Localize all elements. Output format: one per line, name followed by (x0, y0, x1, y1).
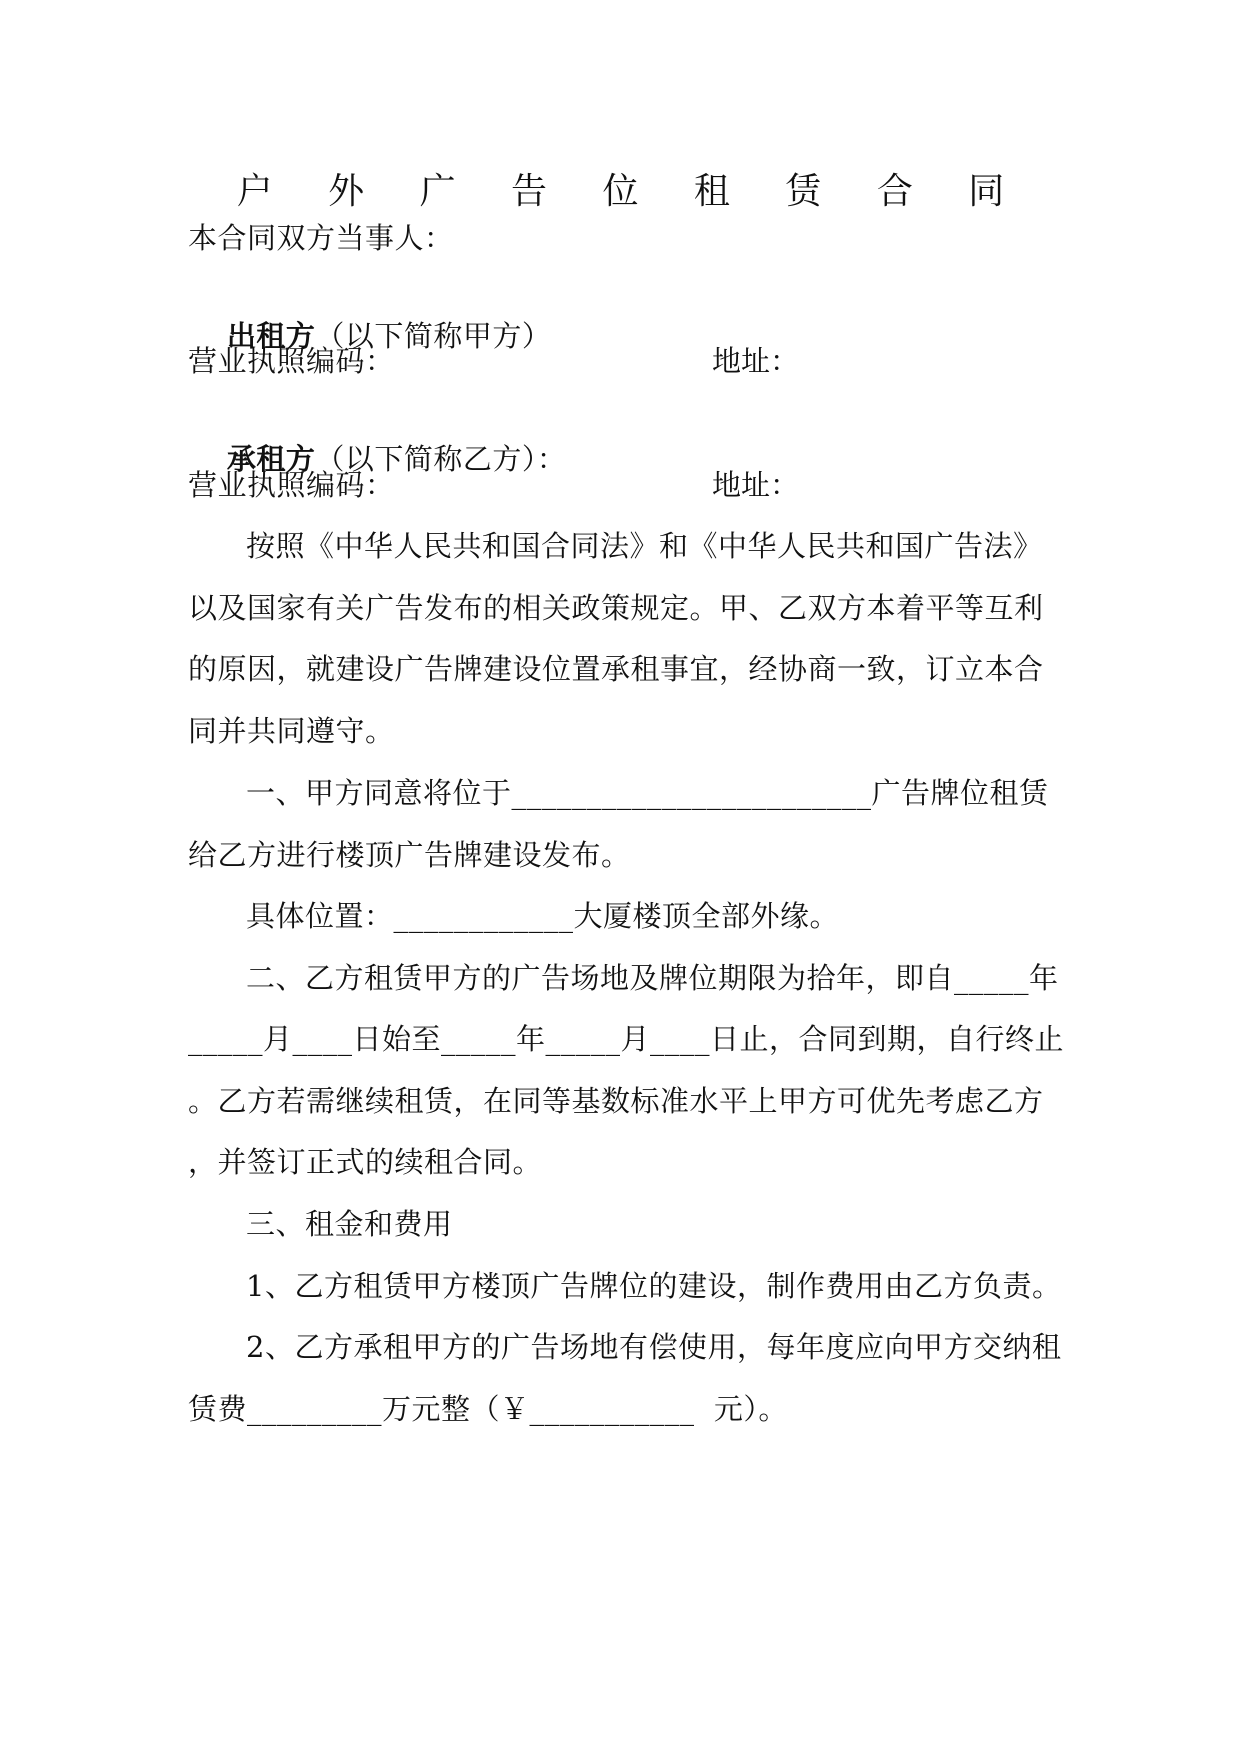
lessee-desc: （以下简称乙方）： (315, 442, 567, 476)
clause3-title: 三、租金和费用 (246, 1207, 453, 1241)
lessor-license-label: 营业执照编码： (188, 344, 395, 378)
lessor-label: 出租方 (226, 319, 316, 353)
clause1-line: 一、甲方同意将位于________________________广告牌位租赁 (246, 776, 1049, 810)
clause2-line: 。乙方若需继续租赁，在同等基数标准水平上甲方可优先考虑乙方 (188, 1084, 1044, 1118)
preamble-line: 同并共同遵守。 (188, 714, 395, 748)
lessor-desc: （以下简称甲方） (315, 319, 552, 353)
clause3-item-1: 1、乙方租赁甲方楼顶广告牌位的建设，制作费用由乙方负责。 (246, 1269, 1062, 1303)
clause3-item-2-line: 赁费_________万元整（￥___________ 元）。 (188, 1392, 788, 1426)
clause3-item-2-line: 2、乙方承租甲方的广告场地有偿使用，每年度应向甲方交纳租 (246, 1330, 1062, 1364)
clause2-line: ，并签订正式的续租合同。 (188, 1145, 543, 1179)
parties-intro: 本合同双方当事人： (188, 221, 454, 255)
lessee-address-label: 地址： (712, 468, 800, 502)
clause1-line: 给乙方进行楼顶广告牌建设发布。 (188, 838, 631, 872)
clause2-line: _____月____日始至_____年_____月____日止，合同到期，自行终止 (188, 1022, 1065, 1056)
lessor-address-label: 地址： (712, 344, 800, 378)
preamble-line: 按照《中华人民共和国合同法》和《中华人民共和国广告法》 (246, 529, 1043, 563)
lessee-license-label: 营业执照编码： (188, 468, 395, 502)
clause2-line: 二、乙方租赁甲方的广告场地及牌位期限为拾年，即自_____年 (246, 961, 1059, 995)
lessee-label: 承租方 (226, 442, 316, 476)
contract-title: 户 外 广 告 位 租 赁 合 同 (236, 171, 1027, 212)
location-line: 具体位置：____________大厦楼顶全部外缘。 (246, 899, 840, 933)
preamble-line: 的原因，就建设广告牌建设位置承租事宜，经协商一致，订立本合 (188, 652, 1044, 686)
preamble-line: 以及国家有关广告发布的相关政策规定。甲、乙双方本着平等互利 (188, 591, 1044, 625)
